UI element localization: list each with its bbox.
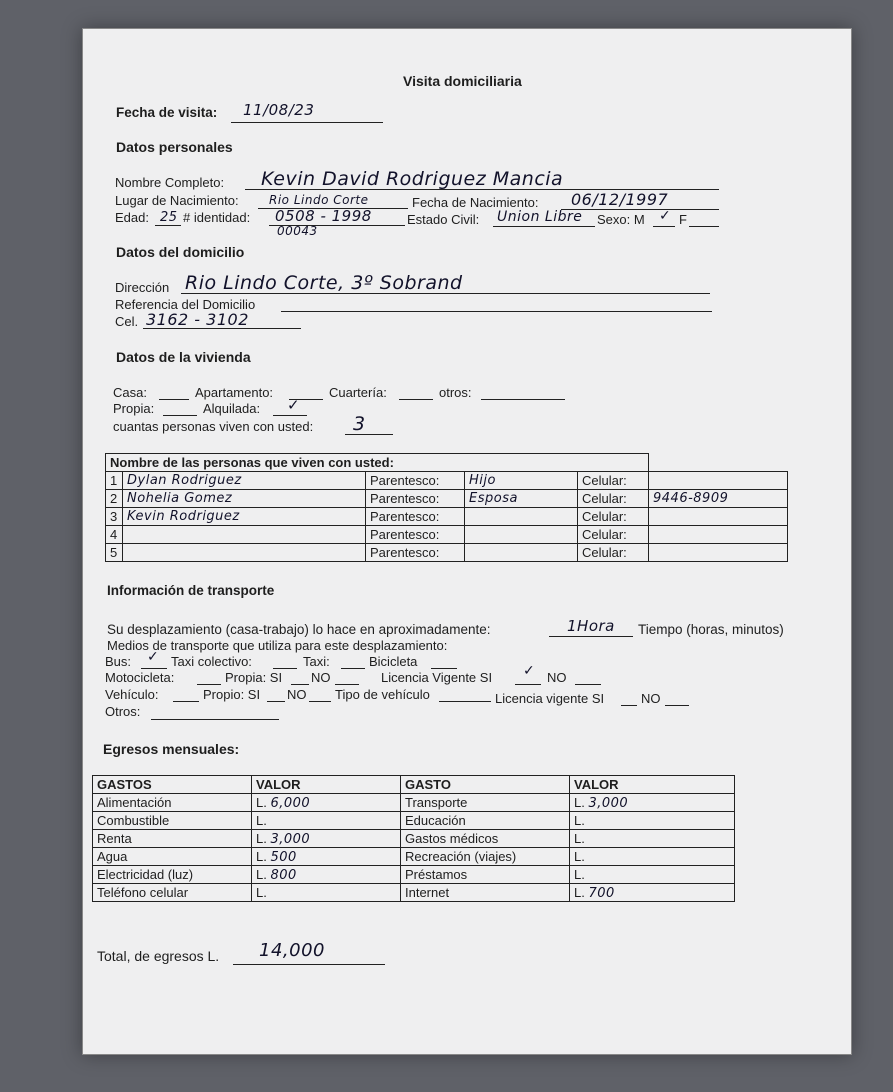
gasto-name: Combustible [93,812,252,830]
taxi-label: Taxi: [303,654,330,669]
table-row [93,830,735,848]
egresos-heading: Egresos mensuales: [103,741,240,757]
civil-value: Union Libre [497,209,583,225]
birthplace-label: Lugar de Nacimiento: [115,193,239,208]
celular-value [649,544,788,562]
person-name [123,526,366,544]
celular-value [649,508,788,526]
col-valor-2: VALOR [570,776,735,794]
row-number: 1 [106,472,123,490]
row-number: 4 [106,526,123,544]
otros-transporte-label: Otros: [105,704,141,719]
gasto-value: L. [252,884,401,902]
cel-label: Cel. [115,314,139,329]
propia-label: Propia: [113,401,155,416]
gasto-value: L. 800 [252,866,401,884]
transporte-line1-label: Su desplazamiento (casa-trabajo) lo hace en aproximadamente: [107,622,491,637]
birthdate-label: Fecha de Nacimiento: [412,195,539,210]
gasto-name-2: Transporte [401,794,570,812]
visit-date-value: 11/08/23 [243,101,315,119]
gasto-amount: 800 [270,867,297,883]
row-number: 5 [106,544,123,562]
gasto-name-2: Gastos médicos [401,830,570,848]
tipo-vehiculo-label: Tipo de vehículo [335,687,430,702]
gasto-amount: 3,000 [270,831,311,847]
licencia-label: Licencia Vigente SI [381,670,493,685]
celular-label: Celular: [578,526,649,544]
page-title: Visita domiciliaria [403,73,522,89]
gasto-name-2: Internet [401,884,570,902]
gasto-name: Renta [93,830,252,848]
people-table-header: Nombre de las personas que viven con usted: [106,454,649,472]
apartamento-label: Apartamento: [195,385,274,400]
otros-label: otros: [439,385,472,400]
parentesco-label: Parentesco: [366,490,465,508]
table-row [93,794,735,812]
cuarteria-label: Cuartería: [329,385,387,400]
sex-m-check: ✓ [659,208,672,224]
parentesco-value: Esposa [465,490,578,508]
gasto-value: L. 3,000 [252,830,401,848]
id-label: # identidad: [183,210,251,225]
person-name: Dylan Rodriguez [123,472,366,490]
sex-f-label: F [679,212,687,227]
id-value: 0508 - 1998 [275,207,372,225]
gasto-amount-2: 3,000 [588,795,629,811]
age-label: Edad: [115,210,149,225]
vehiculo-no-label: NO [287,687,307,702]
table-row [106,508,788,526]
parentesco-value: Hijo [465,472,578,490]
col-gasto: GASTO [401,776,570,794]
transporte-heading: Información de transporte [107,583,275,598]
birthplace-value: Rio Lindo Corte [269,193,369,207]
age-value: 25 [160,210,178,225]
parentesco-label: Parentesco: [366,508,465,526]
parentesco-value [465,508,578,526]
table-row [106,526,788,544]
sex-label: Sexo: M [597,212,645,227]
moto-label: Motocicleta: [105,670,175,685]
gasto-value-2: L. [570,830,735,848]
count-label: cuantas personas viven con usted: [113,419,314,434]
id-value-2: 00043 [277,224,318,238]
parentesco-value [465,526,578,544]
parentesco-label: Parentesco: [366,472,465,490]
gasto-amount-2: 700 [588,885,615,901]
reference-label: Referencia del Domicilio [115,297,256,312]
casa-label: Casa: [113,385,147,400]
cel-value: 3162 - 3102 [146,310,249,329]
table-row [93,866,735,884]
celular-label: Celular: [578,490,649,508]
gasto-name: Alimentación [93,794,252,812]
person-name: Kevin Rodriguez [123,508,366,526]
celular-value [649,472,788,490]
gasto-name-2: Recreación (viajes) [401,848,570,866]
transporte-time-value: 1Hora [567,617,615,635]
gasto-amount: 500 [270,849,297,865]
row-number: 2 [106,490,123,508]
gasto-name-2: Educación [401,812,570,830]
total-value: 14,000 [259,940,325,961]
bus-check: ✓ [147,649,160,665]
gasto-value: L. [252,812,401,830]
parentesco-value [465,544,578,562]
gasto-value-2: L. [570,866,735,884]
name-label: Nombre Completo: [115,175,225,190]
gasto-value-2: L. [570,812,735,830]
licencia-vigente-label: Licencia vigente SI [495,691,605,706]
person-name: Nohelia Gomez [123,490,366,508]
total-label: Total, de egresos L. [97,948,220,964]
parentesco-label: Parentesco: [366,544,465,562]
vehiculo-label: Vehículo: [105,687,159,702]
celular-label: Celular: [578,508,649,526]
table-row [106,544,788,562]
address-label: Dirección [115,280,170,295]
transporte-line2: Medios de transporte que utiliza para este desplazamiento: [107,638,448,653]
table-row [93,848,735,866]
col-gastos: GASTOS [93,776,252,794]
gasto-name: Electricidad (luz) [93,866,252,884]
gasto-value-2: L. 700 [570,884,735,902]
bicicleta-label: Bicicleta [369,654,418,669]
name-value: Kevin David Rodriguez Mancia [261,168,564,190]
gasto-value-2: L. 3,000 [570,794,735,812]
table-row [106,490,788,508]
moto-propia-label: Propia: SI [225,670,283,685]
alquilada-label: Alquilada: [203,401,261,416]
transporte-line1-suffix: Tiempo (horas, minutos) [638,622,784,637]
bus-label: Bus: [105,654,132,669]
parentesco-label: Parentesco: [366,526,465,544]
birthdate-value: 06/12/1997 [571,190,669,209]
personal-heading: Datos personales [116,139,233,155]
civil-label: Estado Civil: [407,212,480,227]
celular-value: 9446-8909 [649,490,788,508]
gasto-value: L. 500 [252,848,401,866]
gasto-value: L. 6,000 [252,794,401,812]
form-paper [82,28,852,1055]
gasto-name: Agua [93,848,252,866]
celular-value [649,526,788,544]
row-number: 3 [106,508,123,526]
vehiculo-propio-label: Propio: SI [203,687,261,702]
moto-no-label: NO [311,670,331,685]
table-row [106,472,788,490]
gasto-name: Teléfono celular [93,884,252,902]
address-value: Rio Lindo Corte, 3º Sobrand [185,272,463,294]
alquilada-check: ✓ [287,396,301,414]
domicilio-heading: Datos del domicilio [116,244,245,260]
gasto-value-2: L. [570,848,735,866]
table-row [93,812,735,830]
celular-label: Celular: [578,472,649,490]
licencia-check: ✓ [523,663,536,679]
person-name [123,544,366,562]
people-table [105,453,788,562]
celular-label: Celular: [578,544,649,562]
count-value: 3 [353,413,366,435]
vivienda-heading: Datos de la vivienda [116,349,251,365]
licencia-no-label: NO [547,670,567,685]
egresos-table [92,775,735,902]
col-valor: VALOR [252,776,401,794]
taxi-colectivo-label: Taxi colectivo: [171,654,252,669]
gasto-amount: 6,000 [270,795,311,811]
visit-date-label: Fecha de visita: [116,105,218,120]
licencia-vigente-no-label: NO [641,691,661,706]
gasto-name-2: Préstamos [401,866,570,884]
table-row [93,884,735,902]
